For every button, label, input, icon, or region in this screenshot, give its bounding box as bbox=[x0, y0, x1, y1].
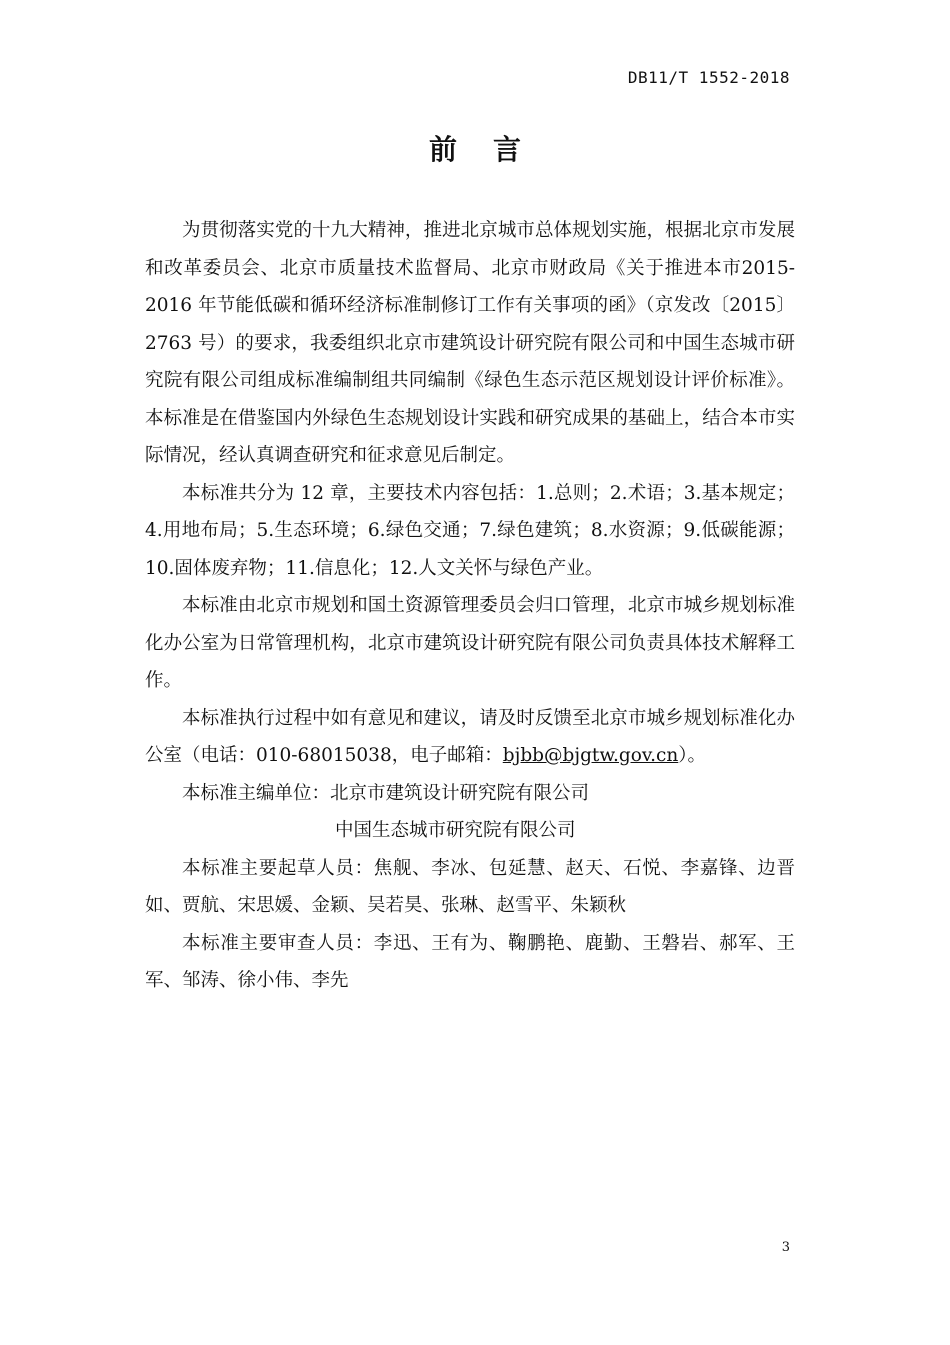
paragraph-management: 本标准由北京市规划和国土资源管理委员会归口管理，北京市城乡规划标准化办公室为日常管理机构，北京市建筑设计研究院有限公司负责具体技术解释工作。 bbox=[145, 595, 795, 691]
page-number: 3 bbox=[781, 1240, 790, 1255]
page-title: 前言 bbox=[428, 133, 557, 166]
email-link[interactable]: bjbb@bjgtw.gov.cn bbox=[502, 745, 679, 766]
paragraph-drafters: 本标准主要起草人员：焦舰、李冰、包延慧、赵天、石悦、李嘉锋、边晋如、贾航、宋思媛、金颖、吴若昊、张琳、赵雪平、朱颖秋 bbox=[145, 857, 795, 916]
document-code: DB11/T 1552-2018 bbox=[627, 68, 790, 87]
paragraph-editor-unit-2: 中国生态城市研究院有限公司 bbox=[335, 820, 576, 841]
paragraph-feedback bbox=[145, 700, 795, 775]
paragraph-purpose: 为贯彻落实党的十九大精神，推进北京城市总体规划实施，根据北京市发展和改革委员会、北京市质量技术监督局、北京市财政局《关于推进本市2015-2016 年节能低碳和循环经济标准制修订工作有关事项的函》（京发改〔2015〕2763 号）的要求，我委组织北京市建筑设计研究院有限公司和中国生态城市研究院有限公司组成标准编制组共同编制《绿色生态示范区规划设计评价标准》。本标准是在借鉴国内外绿色生态规划设计实践和研究成果的基础上，结合本市实际情况，经认真调查研究和征求意见后制定。 bbox=[145, 220, 795, 466]
paragraph-contents: 本标准共分为 12 章，主要技术内容包括：1.总则；2.术语；3.基本规定；4.用地布局；5.生态环境；6.绿色交通；7.绿色建筑；8.水资源；9.低碳能源；10.固体废弃物；11.信息化；12.人文关怀与绿色产业。 bbox=[145, 482, 795, 579]
feedback-text-end: ）。 bbox=[678, 745, 707, 766]
paragraph-reviewers: 本标准主要审查人员：李迅、王有为、鞠鹏艳、鹿勤、王磐岩、郝军、王军、邹涛、徐小伟、李先 bbox=[145, 932, 795, 991]
paragraph-editor-unit: 本标准主编单位：北京市建筑设计研究院有限公司 bbox=[182, 782, 590, 804]
feedback-text: 本标准执行过程中如有意见和建议，请及时反馈至北京市城乡规划标准化办公室（电话：010-68015038，电子邮箱： bbox=[145, 707, 795, 766]
document-body bbox=[145, 212, 795, 1000]
